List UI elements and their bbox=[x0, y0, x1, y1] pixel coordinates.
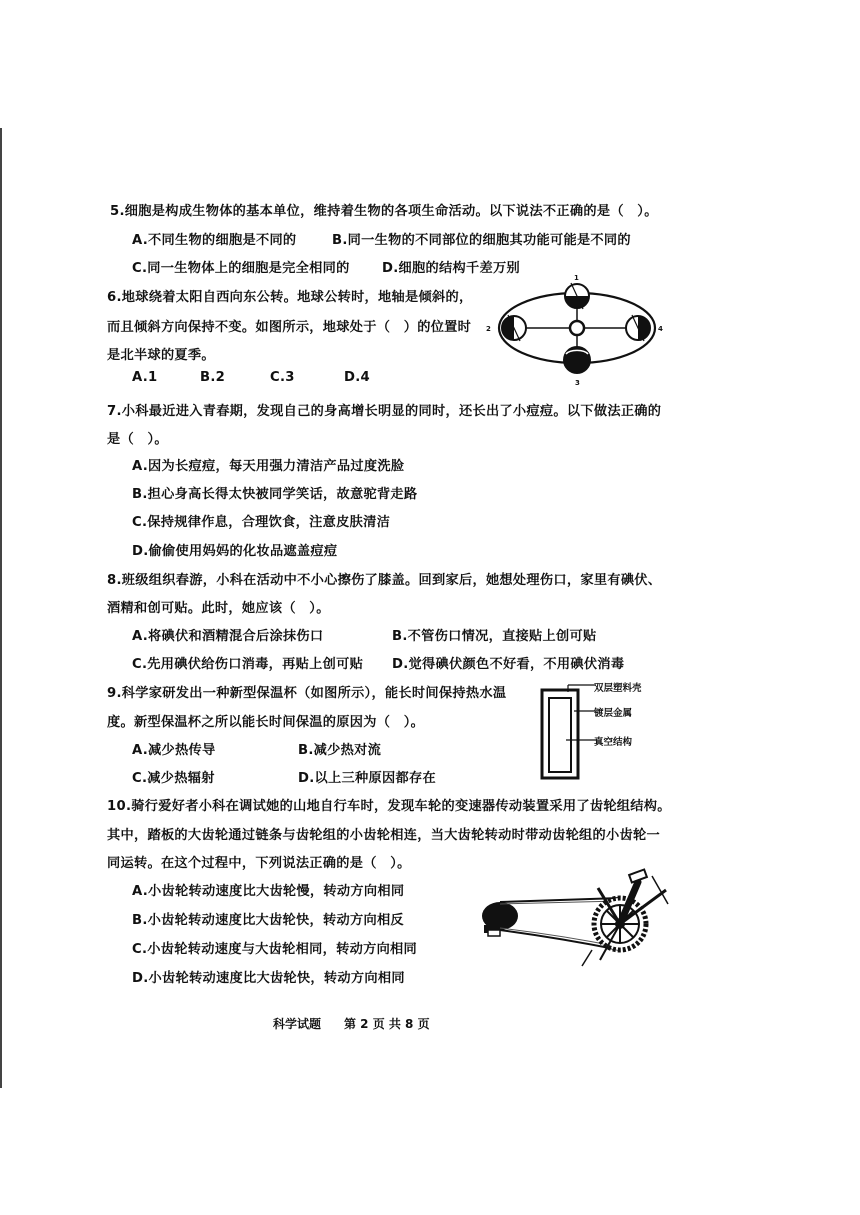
label-plated-metal: 镀层金属 bbox=[594, 708, 633, 719]
label-pos-4: 4 bbox=[658, 325, 663, 333]
q7-stem-line1: 7.小科最近进入青春期，发现自己的身高增长明显的同时，还长出了小痘痘。以下做法正确的 bbox=[107, 404, 662, 419]
q6-option-d[interactable]: D.4 bbox=[344, 370, 371, 385]
q5-option-d[interactable]: D.细胞的结构千差万别 bbox=[382, 261, 520, 276]
label-double-plastic-shell: 双层塑料壳 bbox=[594, 683, 642, 694]
q7-option-a[interactable]: A.因为长痘痘，每天用强力清洁产品过度洗脸 bbox=[132, 459, 405, 474]
q8-option-d[interactable]: D.觉得碘伏颜色不好看，不用碘伏消毒 bbox=[392, 657, 625, 672]
scan-left-edge bbox=[0, 128, 2, 1088]
q6-option-b[interactable]: B.2 bbox=[200, 370, 226, 385]
q5-option-b[interactable]: B.同一生物的不同部位的细胞其功能可能是不同的 bbox=[332, 233, 631, 248]
q9-option-c[interactable]: C.减少热辐射 bbox=[132, 771, 215, 786]
q9-stem-line1: 9.科学家研发出一种新型保温杯（如图所示），能长时间保持热水温 bbox=[107, 686, 507, 701]
footer-subject: 科学试题 bbox=[273, 1017, 322, 1031]
q9-option-d[interactable]: D.以上三种原因都存在 bbox=[298, 771, 436, 786]
earth-orbit-figure bbox=[482, 270, 674, 388]
pedal bbox=[629, 870, 647, 883]
earth-position-4 bbox=[626, 315, 650, 341]
q9-option-a[interactable]: A.减少热传导 bbox=[132, 743, 216, 758]
q8-stem-line1: 8.班级组织春游，小科在活动中不小心擦伤了膝盖。回到家后，她想处理伤口，家里有碘伏、 bbox=[107, 573, 662, 588]
q8-option-c[interactable]: C.先用碘伏给伤口消毒，再贴上创可贴 bbox=[132, 657, 364, 672]
q7-option-d[interactable]: D.偷偷使用妈妈的化妆品遮盖痘痘 bbox=[132, 544, 338, 559]
q5-stem: 5.细胞是构成生物体的基本单位，维持着生物的各项生命活动。以下说法不正确的是（ ）。 bbox=[110, 204, 658, 219]
q8-stem-line2: 酒精和创可贴。此时，她应该（ ）。 bbox=[107, 601, 330, 616]
earth-position-1 bbox=[565, 283, 589, 309]
q6-option-a[interactable]: A.1 bbox=[132, 370, 158, 385]
q6-option-c[interactable]: C.3 bbox=[270, 370, 295, 385]
q7-stem-line2: 是（ ）。 bbox=[107, 432, 168, 447]
q9-stem-line2: 度。新型保温杯之所以能长时间保温的原因为（ ）。 bbox=[107, 715, 425, 730]
q10-stem-line1: 10.骑行爱好者小科在调试她的山地自行车时，发现车轮的变速器传动装置采用了齿轮组结构。 bbox=[107, 799, 671, 814]
q8-option-b[interactable]: B.不管伤口情况，直接贴上创可贴 bbox=[392, 629, 597, 644]
q7-option-b[interactable]: B.担心身高长得太快被同学笑话，故意驼背走路 bbox=[132, 487, 418, 502]
q10-stem-line2: 其中，踏板的大齿轮通过链条与齿轮组的小齿轮相连，当大齿轮转动时带动齿轮组的小齿轮一 bbox=[107, 828, 660, 843]
q10-stem-line3: 同运转。在这个过程中，下列说法正确的是（ ）。 bbox=[107, 856, 411, 871]
label-pos-1: 1 bbox=[574, 274, 579, 282]
label-pos-2: 2 bbox=[486, 325, 491, 333]
q5-option-c[interactable]: C.同一生物体上的细胞是完全相同的 bbox=[132, 261, 350, 276]
q10-option-d[interactable]: D.小齿轮转动速度比大齿轮快，转动方向相同 bbox=[132, 971, 405, 986]
q10-option-c[interactable]: C.小齿轮转动速度与大齿轮相同，转动方向相同 bbox=[132, 942, 418, 957]
q6-stem-line2: 而且倾斜方向保持不变。如图所示，地球处于（ ）的位置时 bbox=[107, 320, 472, 335]
footer-page-number: 第 2 页 共 8 页 bbox=[344, 1017, 430, 1031]
sun bbox=[570, 321, 584, 335]
q6-stem-line1: 6.地球绕着太阳自西向东公转。地球公转时，地轴是倾斜的， bbox=[107, 290, 473, 305]
thermos-cup-figure bbox=[538, 680, 598, 780]
earth-position-2 bbox=[502, 315, 526, 341]
q5-option-a[interactable]: A.不同生物的细胞是不同的 bbox=[132, 233, 297, 248]
q6-stem-line3: 是北半球的夏季。 bbox=[107, 348, 215, 363]
earth-position-3 bbox=[564, 347, 590, 373]
bicycle-gear-figure bbox=[470, 868, 675, 968]
label-vacuum-structure: 真空结构 bbox=[594, 737, 633, 748]
q8-option-a[interactable]: A.将碘伏和酒精混合后涂抹伤口 bbox=[132, 629, 324, 644]
label-pos-3: 3 bbox=[575, 379, 580, 387]
q9-option-b[interactable]: B.减少热对流 bbox=[298, 743, 382, 758]
q10-option-b[interactable]: B.小齿轮转动速度比大齿轮快，转动方向相反 bbox=[132, 913, 404, 928]
q10-option-a[interactable]: A.小齿轮转动速度比大齿轮慢，转动方向相同 bbox=[132, 884, 405, 899]
q7-option-c[interactable]: C.保持规律作息，合理饮食，注意皮肤清洁 bbox=[132, 515, 391, 530]
